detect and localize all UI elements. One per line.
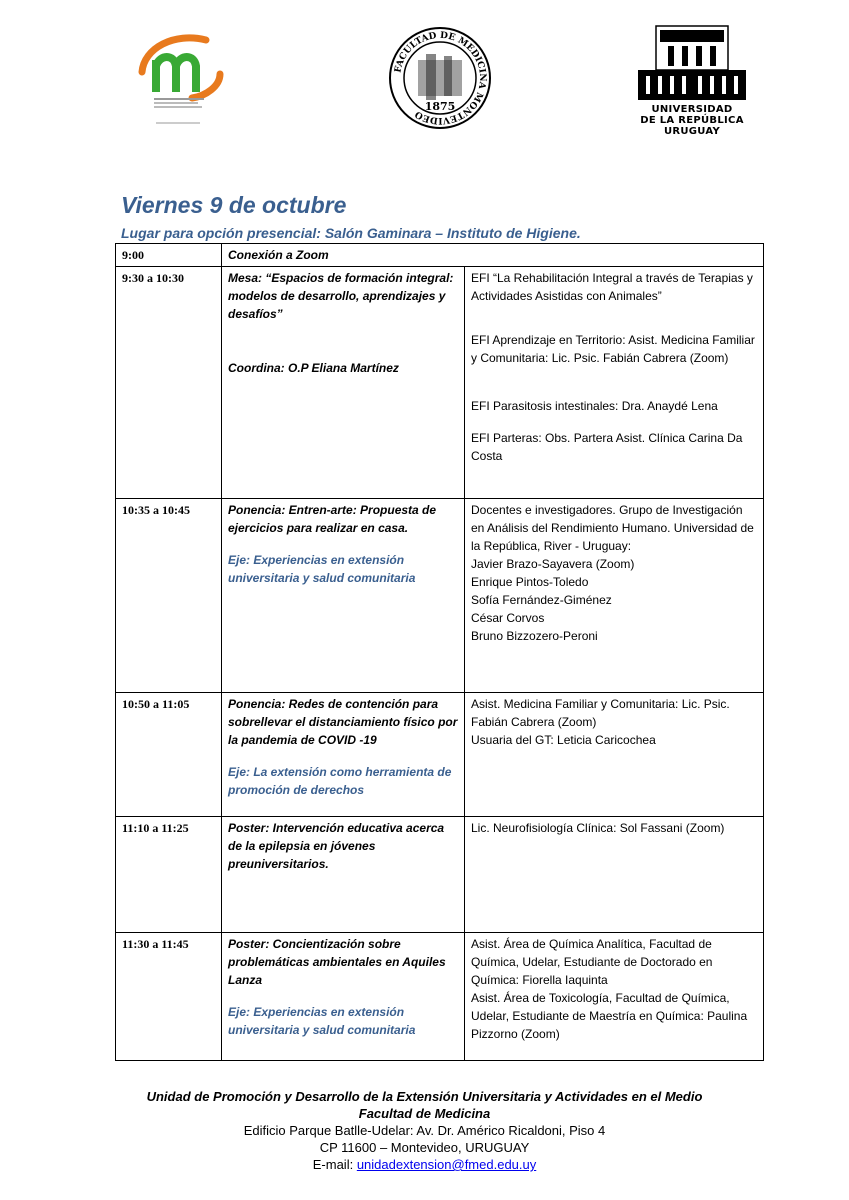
session-time: 11:10 a 11:25 (116, 817, 222, 933)
seal-year: 1875 (424, 100, 456, 113)
presenter-entry: Asist. Área de Química Analítica, Facultad de Química, Udelar, Estudiante de Doctorado en Química: Fiorella Iaquinta (471, 937, 713, 987)
session-presenters (465, 933, 764, 1061)
presenter-entry: Lic. Neurofisiología Clínica: Sol Fassani (Zoom) (471, 821, 725, 835)
schedule-table (115, 243, 764, 1061)
presenter-entry: EFI Aprendizaje en Territorio: Asist. Medicina Familiar y Comunitaria: Lic. Psic. Fabián Cabrera (Zoom) (471, 333, 755, 365)
session-topic-cell (222, 499, 465, 693)
university-name-line: UNIVERSIDAD (651, 104, 733, 115)
footer-postal: CP 11600 – Montevideo, URUGUAY (319, 1140, 530, 1155)
presenter-entry: Sofía Fernández-Giménez (471, 593, 612, 607)
schedule-row (116, 933, 764, 1061)
building-icon (638, 24, 746, 104)
presenter-entry: Enrique Pintos-Toledo (471, 575, 589, 589)
session-time: 9:00 (116, 244, 222, 267)
venue-note: Lugar para opción presencial: Salón Gaminara – Instituto de Higiene. (121, 225, 581, 241)
session-axis: Eje: Experiencias en extensión universitaria y salud comunitaria (228, 1005, 416, 1037)
presenter-entry: EFI “La Rehabilitación Integral a través de Terapias y Actividades Asistidas con Animales” (471, 271, 753, 303)
footer-unit-name: Unidad de Promoción y Desarrollo de la Extensión Universitaria y Actividades en el Medio (146, 1089, 703, 1104)
presenter-entry: César Corvos (471, 611, 545, 625)
session-axis: Eje: La extensión como herramienta de promoción de derechos (228, 765, 452, 797)
presenter-entry: EFI Parteras: Obs. Partera Asist. Clínica Carina Da Costa (471, 431, 743, 463)
session-presenters (465, 693, 764, 817)
session-topic: Ponencia: Entren-arte: Propuesta de ejercicios para realizar en casa. (228, 503, 437, 535)
presenter-entry: Javier Brazo-Sayavera (Zoom) (471, 557, 635, 571)
footer-address: Edificio Parque Batlle-Udelar: Av. Dr. Américo Ricaldoni, Piso 4 (243, 1123, 606, 1138)
presenter-entry: Bruno Bizzozero-Peroni (471, 629, 598, 643)
schedule-row (116, 244, 764, 267)
session-topic-cell (222, 933, 465, 1061)
session-axis: Eje: Experiencias en extensión universitaria y salud comunitaria (228, 553, 416, 585)
universidad-republica-logo (638, 24, 746, 144)
session-presenters (465, 499, 764, 693)
session-topic: Ponencia: Redes de contención para sobrellevar el distanciamiento físico por la pandemia de COVID -19 (228, 697, 458, 747)
unidad-extension-logo (134, 30, 224, 130)
session-time: 10:35 a 10:45 (116, 499, 222, 693)
footer-email-line (0, 1156, 849, 1173)
session-presenters (465, 817, 764, 933)
session-coordinator: Coordina: O.P Eliana Martínez (228, 361, 399, 375)
session-topic-cell (222, 267, 465, 499)
session-time: 9:30 a 10:30 (116, 267, 222, 499)
facultad-medicina-seal (388, 26, 492, 130)
schedule-row (116, 267, 764, 499)
day-title: Viernes 9 de octubre (121, 192, 347, 218)
session-presenters (465, 267, 764, 499)
footer-faculty: Facultad de Medicina (358, 1106, 491, 1121)
footer-email-label: E-mail: (312, 1157, 357, 1172)
schedule-row (116, 499, 764, 693)
schedule-row (116, 817, 764, 933)
session-topic-cell (222, 244, 764, 267)
presenter-entry: Usuaria del GT: Leticia Caricochea (471, 733, 656, 747)
presenter-entry: Docentes e investigadores. Grupo de Investigación en Análisis del Rendimiento Humano. Universidad de la República, River - Uruguay: (471, 503, 754, 553)
session-topic: Conexión a Zoom (228, 248, 329, 262)
university-name-line: DE LA REPÚBLICA (640, 115, 744, 126)
presenter-entry: EFI Parasitosis intestinales: Dra. Anaydé Lena (471, 399, 718, 413)
footer-email-link[interactable]: unidadextension@fmed.edu.uy (356, 1157, 537, 1172)
session-topic: Poster: Concientización sobre problemáticas ambientales en Aquiles Lanza (228, 937, 446, 987)
session-topic: Poster: Intervención educativa acerca de la epilepsia en jóvenes preuniversitarios. (228, 821, 445, 871)
presenter-entry: Asist. Medicina Familiar y Comunitaria: Lic. Psic. Fabián Cabrera (Zoom) (471, 697, 730, 729)
schedule-row (116, 693, 764, 817)
university-name-line: URUGUAY (663, 126, 721, 137)
session-topic-cell (222, 817, 465, 933)
footer (0, 1088, 849, 1173)
session-time: 10:50 a 11:05 (116, 693, 222, 817)
presenter-entry: Asist. Área de Toxicología, Facultad de Química, Udelar, Estudiante de Maestría en Química: Paulina Pizzorno (Zoom) (471, 991, 748, 1041)
session-topic-cell (222, 693, 465, 817)
seal-ring-text: FACULTAD DE MEDICINA MONTEVIDEO (393, 30, 488, 126)
session-time: 11:30 a 11:45 (116, 933, 222, 1061)
session-topic: Mesa: “Espacios de formación integral: modelos de desarrollo, aprendizajes y desafíos” (228, 271, 454, 321)
